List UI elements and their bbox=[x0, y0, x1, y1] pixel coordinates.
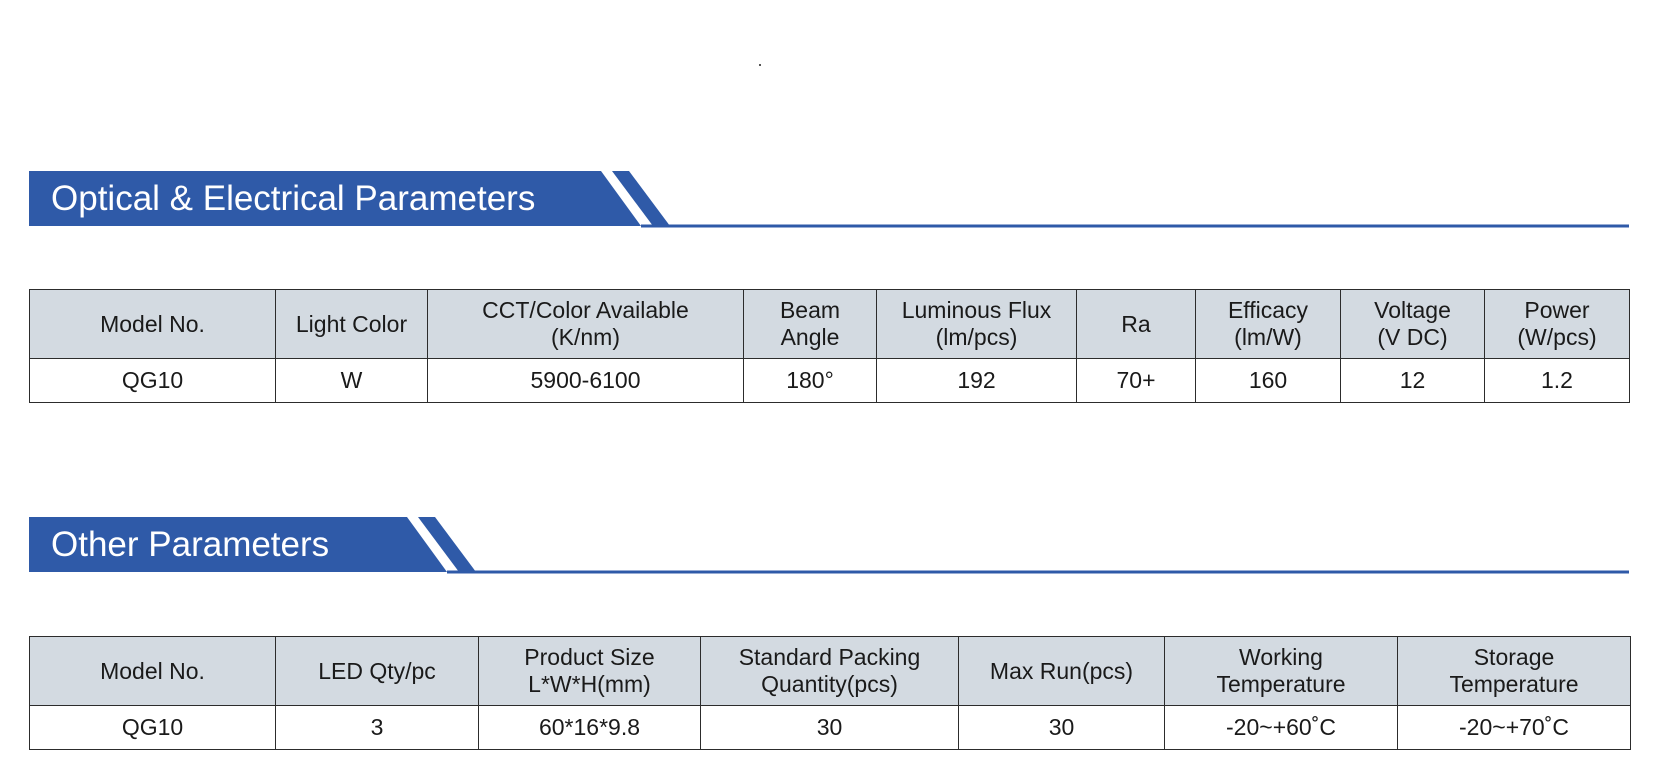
cell-ra: 70+ bbox=[1077, 359, 1196, 403]
other-parameters-table bbox=[29, 636, 1631, 750]
col-luminous-flux: Luminous Flux (lm/pcs) bbox=[877, 290, 1077, 359]
cell-storage-temperature: -20~+70˚C bbox=[1398, 706, 1631, 750]
col-power: Power (W/pcs) bbox=[1485, 290, 1630, 359]
section-header-other bbox=[29, 517, 1629, 575]
col-voltage: Voltage (V DC) bbox=[1341, 290, 1485, 359]
stray-dot bbox=[759, 64, 761, 66]
col-storage-temperature: Storage Temperature bbox=[1398, 637, 1631, 706]
cell-beam-angle: 180° bbox=[744, 359, 877, 403]
col-packing-quantity: Standard Packing Quantity(pcs) bbox=[701, 637, 959, 706]
cell-packing-quantity: 30 bbox=[701, 706, 959, 750]
cell-light-color: W bbox=[276, 359, 428, 403]
section-header-optical bbox=[29, 171, 1629, 229]
cell-voltage: 12 bbox=[1341, 359, 1485, 403]
cell-working-temperature: -20~+60˚C bbox=[1165, 706, 1398, 750]
cell-max-run: 30 bbox=[959, 706, 1165, 750]
optical-electrical-table bbox=[29, 289, 1630, 403]
col-led-qty: LED Qty/pc bbox=[276, 637, 479, 706]
col-light-color: Light Color bbox=[276, 290, 428, 359]
section-title: Optical & Electrical Parameters bbox=[51, 179, 536, 218]
table-row bbox=[30, 359, 1630, 403]
cell-power: 1.2 bbox=[1485, 359, 1630, 403]
table-header-row bbox=[30, 637, 1631, 706]
table-header-row bbox=[30, 290, 1630, 359]
table-row bbox=[30, 706, 1631, 750]
cell-model-no: QG10 bbox=[30, 359, 276, 403]
col-beam-angle: Beam Angle bbox=[744, 290, 877, 359]
col-cct: CCT/Color Available (K/nm) bbox=[428, 290, 744, 359]
section-title: Other Parameters bbox=[51, 525, 330, 564]
col-working-temperature: Working Temperature bbox=[1165, 637, 1398, 706]
col-product-size: Product Size L*W*H(mm) bbox=[479, 637, 701, 706]
cell-product-size: 60*16*9.8 bbox=[479, 706, 701, 750]
col-efficacy: Efficacy (lm/W) bbox=[1196, 290, 1341, 359]
cell-cct: 5900-6100 bbox=[428, 359, 744, 403]
cell-luminous-flux: 192 bbox=[877, 359, 1077, 403]
cell-led-qty: 3 bbox=[276, 706, 479, 750]
col-model-no: Model No. bbox=[30, 290, 276, 359]
col-ra: Ra bbox=[1077, 290, 1196, 359]
col-max-run: Max Run(pcs) bbox=[959, 637, 1165, 706]
cell-model-no: QG10 bbox=[30, 706, 276, 750]
col-model-no: Model No. bbox=[30, 637, 276, 706]
cell-efficacy: 160 bbox=[1196, 359, 1341, 403]
